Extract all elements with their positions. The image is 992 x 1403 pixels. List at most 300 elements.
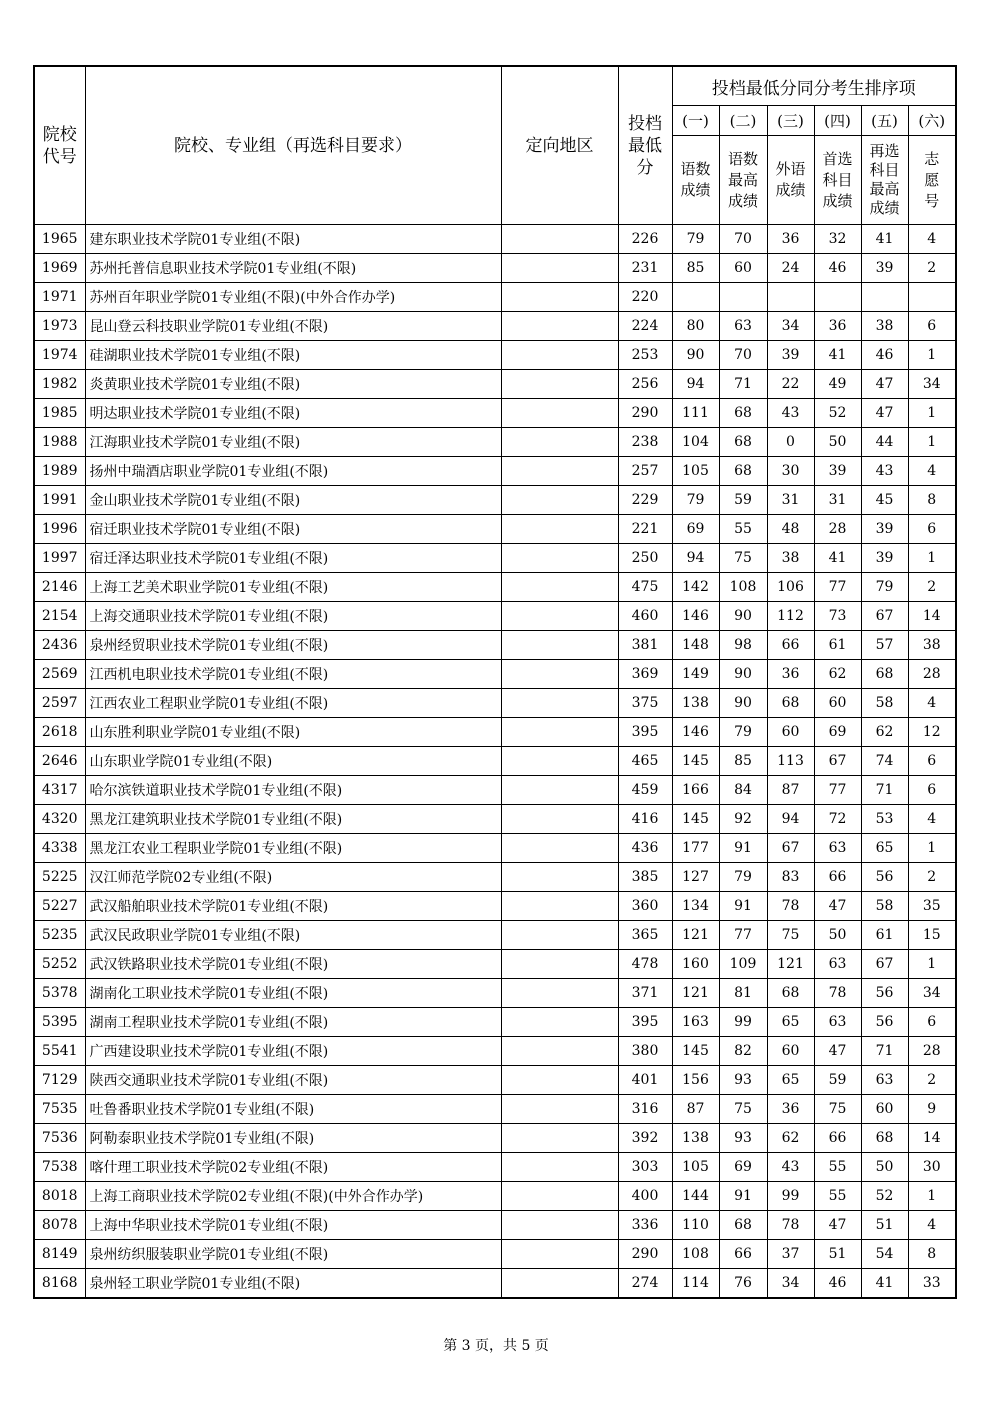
foreign-lang-cell: 30 [767, 457, 814, 486]
first-subject-cell: 28 [814, 515, 861, 544]
table-row [34, 747, 956, 776]
table-row [34, 486, 956, 515]
first-subject-cell: 50 [814, 428, 861, 457]
chinese-math-max-cell: 84 [719, 776, 767, 805]
first-subject-cell [814, 283, 861, 312]
school-group-name-cell: 江海职业技术学院01专业组(不限) [85, 428, 501, 457]
choice-number-cell: 8 [908, 486, 956, 515]
table-row [34, 1095, 956, 1124]
first-subject-cell: 63 [814, 1008, 861, 1037]
school-group-name-cell: 山东职业学院01专业组(不限) [85, 747, 501, 776]
foreign-lang-cell: 121 [767, 950, 814, 979]
sort-num: (四) [814, 106, 861, 136]
min-score-cell: 395 [618, 1008, 672, 1037]
first-subject-cell: 59 [814, 1066, 861, 1095]
region-cell [501, 805, 618, 834]
foreign-lang-cell: 22 [767, 370, 814, 399]
region-cell [501, 283, 618, 312]
min-score-cell: 336 [618, 1211, 672, 1240]
chinese-math-cell: 148 [672, 631, 719, 660]
chinese-math-max-cell: 98 [719, 631, 767, 660]
school-code-cell: 1971 [34, 283, 85, 312]
school-code-cell: 4338 [34, 834, 85, 863]
school-group-name-cell: 黑龙江农业工程职业学院01专业组(不限) [85, 834, 501, 863]
chinese-math-cell: 69 [672, 515, 719, 544]
foreign-lang-cell: 43 [767, 399, 814, 428]
min-score-cell: 375 [618, 689, 672, 718]
foreign-lang-cell: 36 [767, 660, 814, 689]
region-cell [501, 457, 618, 486]
first-subject-cell: 67 [814, 747, 861, 776]
school-code-cell: 7129 [34, 1066, 85, 1095]
chinese-math-max-cell: 91 [719, 1182, 767, 1211]
school-code-cell: 8168 [34, 1269, 85, 1299]
min-score-cell: 221 [618, 515, 672, 544]
table-row [34, 573, 956, 602]
chinese-math-max-cell: 75 [719, 1095, 767, 1124]
region-cell [501, 428, 618, 457]
chinese-math-cell: 90 [672, 341, 719, 370]
first-subject-cell: 39 [814, 457, 861, 486]
first-subject-cell: 41 [814, 341, 861, 370]
min-score-cell: 381 [618, 631, 672, 660]
table-row [34, 921, 956, 950]
region-cell [501, 718, 618, 747]
min-score-cell: 290 [618, 399, 672, 428]
first-subject-cell: 55 [814, 1153, 861, 1182]
sort-label: 志 愿 号 [908, 136, 956, 225]
region-cell [501, 689, 618, 718]
foreign-lang-cell: 48 [767, 515, 814, 544]
chinese-math-max-cell: 55 [719, 515, 767, 544]
first-subject-cell: 77 [814, 573, 861, 602]
sort-num: (五) [861, 106, 908, 136]
region-cell [501, 950, 618, 979]
first-subject-cell: 78 [814, 979, 861, 1008]
chinese-math-cell: 94 [672, 370, 719, 399]
chinese-math-max-cell: 68 [719, 399, 767, 428]
region-cell [501, 1008, 618, 1037]
min-score-cell: 224 [618, 312, 672, 341]
school-code-cell: 7536 [34, 1124, 85, 1153]
choice-number-cell: 28 [908, 1037, 956, 1066]
school-group-name-cell: 吐鲁番职业技术学院01专业组(不限) [85, 1095, 501, 1124]
school-code-cell: 2618 [34, 718, 85, 747]
table-row [34, 805, 956, 834]
school-group-name-cell: 苏州百年职业学院01专业组(不限)(中外合作办学) [85, 283, 501, 312]
second-subject-max-cell: 71 [861, 1037, 908, 1066]
first-subject-cell: 52 [814, 399, 861, 428]
table-row [34, 312, 956, 341]
table-row [34, 544, 956, 573]
min-score-cell: 459 [618, 776, 672, 805]
table-row [34, 834, 956, 863]
school-group-name-cell: 苏州托普信息职业技术学院01专业组(不限) [85, 254, 501, 283]
chinese-math-cell: 146 [672, 718, 719, 747]
second-subject-max-cell: 71 [861, 776, 908, 805]
school-group-name-cell: 武汉船舶职业技术学院01专业组(不限) [85, 892, 501, 921]
second-subject-max-cell: 41 [861, 1269, 908, 1299]
chinese-math-max-cell: 90 [719, 660, 767, 689]
school-code-cell: 1989 [34, 457, 85, 486]
second-subject-max-cell: 38 [861, 312, 908, 341]
second-subject-max-cell: 74 [861, 747, 908, 776]
school-code-cell: 1988 [34, 428, 85, 457]
first-subject-cell: 63 [814, 834, 861, 863]
choice-number-cell: 1 [908, 341, 956, 370]
choice-number-cell: 28 [908, 660, 956, 689]
sort-label: 首选 科目 成绩 [814, 136, 861, 225]
header-region: 定向地区 [501, 66, 618, 225]
second-subject-max-cell [861, 283, 908, 312]
chinese-math-cell: 142 [672, 573, 719, 602]
min-score-cell: 371 [618, 979, 672, 1008]
foreign-lang-cell: 34 [767, 312, 814, 341]
chinese-math-cell: 177 [672, 834, 719, 863]
first-subject-cell: 46 [814, 1269, 861, 1299]
school-code-cell: 5225 [34, 863, 85, 892]
foreign-lang-cell: 106 [767, 573, 814, 602]
first-subject-cell: 61 [814, 631, 861, 660]
chinese-math-cell: 79 [672, 225, 719, 254]
region-cell [501, 1240, 618, 1269]
school-group-name-cell: 炎黄职业技术学院01专业组(不限) [85, 370, 501, 399]
foreign-lang-cell [767, 283, 814, 312]
choice-number-cell: 14 [908, 602, 956, 631]
chinese-math-max-cell: 70 [719, 341, 767, 370]
chinese-math-cell: 121 [672, 979, 719, 1008]
table-row [34, 1037, 956, 1066]
min-score-cell: 385 [618, 863, 672, 892]
chinese-math-cell: 163 [672, 1008, 719, 1037]
first-subject-cell: 63 [814, 950, 861, 979]
region-cell [501, 1211, 618, 1240]
school-group-name-cell: 明达职业技术学院01专业组(不限) [85, 399, 501, 428]
choice-number-cell: 4 [908, 689, 956, 718]
header-code: 院校 代号 [34, 66, 85, 225]
choice-number-cell: 1 [908, 428, 956, 457]
school-group-name-cell: 上海工商职业技术学院02专业组(不限)(中外合作办学) [85, 1182, 501, 1211]
school-code-cell: 1965 [34, 225, 85, 254]
second-subject-max-cell: 68 [861, 1124, 908, 1153]
school-code-cell: 5235 [34, 921, 85, 950]
min-score-cell: 392 [618, 1124, 672, 1153]
school-group-name-cell: 黑龙江建筑职业技术学院01专业组(不限) [85, 805, 501, 834]
min-score-cell: 380 [618, 1037, 672, 1066]
region-cell [501, 921, 618, 950]
chinese-math-max-cell: 108 [719, 573, 767, 602]
chinese-math-cell: 149 [672, 660, 719, 689]
foreign-lang-cell: 43 [767, 1153, 814, 1182]
school-code-cell: 1969 [34, 254, 85, 283]
school-group-name-cell: 泉州纺织服装职业学院01专业组(不限) [85, 1240, 501, 1269]
school-code-cell: 5378 [34, 979, 85, 1008]
chinese-math-max-cell: 90 [719, 689, 767, 718]
school-code-cell: 8078 [34, 1211, 85, 1240]
chinese-math-cell: 138 [672, 1124, 719, 1153]
foreign-lang-cell: 87 [767, 776, 814, 805]
school-code-cell: 4320 [34, 805, 85, 834]
school-code-cell: 2154 [34, 602, 85, 631]
first-subject-cell: 60 [814, 689, 861, 718]
min-score-cell: 401 [618, 1066, 672, 1095]
chinese-math-cell: 145 [672, 1037, 719, 1066]
first-subject-cell: 46 [814, 254, 861, 283]
school-code-cell: 2146 [34, 573, 85, 602]
table-row [34, 370, 956, 399]
foreign-lang-cell: 0 [767, 428, 814, 457]
chinese-math-max-cell: 68 [719, 457, 767, 486]
second-subject-max-cell: 50 [861, 1153, 908, 1182]
region-cell [501, 892, 618, 921]
first-subject-cell: 75 [814, 1095, 861, 1124]
second-subject-max-cell: 39 [861, 254, 908, 283]
chinese-math-max-cell: 81 [719, 979, 767, 1008]
chinese-math-cell [672, 283, 719, 312]
school-code-cell: 1973 [34, 312, 85, 341]
second-subject-max-cell: 51 [861, 1211, 908, 1240]
chinese-math-cell: 114 [672, 1269, 719, 1299]
first-subject-cell: 47 [814, 892, 861, 921]
foreign-lang-cell: 34 [767, 1269, 814, 1299]
table-row [34, 1211, 956, 1240]
choice-number-cell: 15 [908, 921, 956, 950]
first-subject-cell: 47 [814, 1037, 861, 1066]
choice-number-cell: 4 [908, 457, 956, 486]
second-subject-max-cell: 56 [861, 979, 908, 1008]
school-group-name-cell: 江西农业工程职业学院01专业组(不限) [85, 689, 501, 718]
chinese-math-max-cell: 60 [719, 254, 767, 283]
region-cell [501, 544, 618, 573]
school-code-cell: 5541 [34, 1037, 85, 1066]
choice-number-cell: 6 [908, 515, 956, 544]
first-subject-cell: 47 [814, 1211, 861, 1240]
second-subject-max-cell: 39 [861, 544, 908, 573]
choice-number-cell: 9 [908, 1095, 956, 1124]
table-row [34, 1269, 956, 1299]
second-subject-max-cell: 61 [861, 921, 908, 950]
foreign-lang-cell: 66 [767, 631, 814, 660]
sort-label: 外语 成绩 [767, 136, 814, 225]
school-code-cell: 7538 [34, 1153, 85, 1182]
chinese-math-cell: 94 [672, 544, 719, 573]
first-subject-cell: 77 [814, 776, 861, 805]
min-score-cell: 220 [618, 283, 672, 312]
chinese-math-cell: 104 [672, 428, 719, 457]
foreign-lang-cell: 78 [767, 1211, 814, 1240]
table-row [34, 515, 956, 544]
school-group-name-cell: 湖南化工职业技术学院01专业组(不限) [85, 979, 501, 1008]
school-group-name-cell: 山东胜利职业学院01专业组(不限) [85, 718, 501, 747]
second-subject-max-cell: 65 [861, 834, 908, 863]
table-row [34, 689, 956, 718]
school-code-cell: 4317 [34, 776, 85, 805]
chinese-math-cell: 138 [672, 689, 719, 718]
second-subject-max-cell: 58 [861, 892, 908, 921]
second-subject-max-cell: 46 [861, 341, 908, 370]
second-subject-max-cell: 53 [861, 805, 908, 834]
school-code-cell: 1991 [34, 486, 85, 515]
region-cell [501, 602, 618, 631]
second-subject-max-cell: 41 [861, 225, 908, 254]
school-group-name-cell: 上海工艺美术职业学院01专业组(不限) [85, 573, 501, 602]
school-code-cell: 7535 [34, 1095, 85, 1124]
second-subject-max-cell: 67 [861, 950, 908, 979]
school-group-name-cell: 哈尔滨铁道职业技术学院01专业组(不限) [85, 776, 501, 805]
region-cell [501, 573, 618, 602]
foreign-lang-cell: 65 [767, 1008, 814, 1037]
chinese-math-cell: 79 [672, 486, 719, 515]
region-cell [501, 1153, 618, 1182]
first-subject-cell: 69 [814, 718, 861, 747]
table-row [34, 225, 956, 254]
min-score-cell: 365 [618, 921, 672, 950]
chinese-math-cell: 110 [672, 1211, 719, 1240]
choice-number-cell: 2 [908, 573, 956, 602]
header-min-score: 投档 最低 分 [618, 66, 672, 225]
choice-number-cell [908, 283, 956, 312]
table-row [34, 1008, 956, 1037]
school-code-cell: 1974 [34, 341, 85, 370]
chinese-math-max-cell: 63 [719, 312, 767, 341]
region-cell [501, 631, 618, 660]
region-cell [501, 1066, 618, 1095]
foreign-lang-cell: 94 [767, 805, 814, 834]
sort-num: (三) [767, 106, 814, 136]
chinese-math-cell: 108 [672, 1240, 719, 1269]
table-row [34, 341, 956, 370]
school-code-cell: 2597 [34, 689, 85, 718]
foreign-lang-cell: 39 [767, 341, 814, 370]
choice-number-cell: 2 [908, 1066, 956, 1095]
school-group-name-cell: 宿迁职业技术学院01专业组(不限) [85, 515, 501, 544]
foreign-lang-cell: 36 [767, 1095, 814, 1124]
sort-num: (二) [719, 106, 767, 136]
min-score-cell: 475 [618, 573, 672, 602]
school-code-cell: 5395 [34, 1008, 85, 1037]
school-group-name-cell: 武汉铁路职业技术学院01专业组(不限) [85, 950, 501, 979]
school-code-cell: 1997 [34, 544, 85, 573]
region-cell [501, 747, 618, 776]
region-cell [501, 834, 618, 863]
region-cell [501, 341, 618, 370]
choice-number-cell: 1 [908, 544, 956, 573]
choice-number-cell: 6 [908, 312, 956, 341]
school-group-name-cell: 宿迁泽达职业技术学院01专业组(不限) [85, 544, 501, 573]
choice-number-cell: 1 [908, 950, 956, 979]
second-subject-max-cell: 79 [861, 573, 908, 602]
second-subject-max-cell: 47 [861, 370, 908, 399]
region-cell [501, 979, 618, 1008]
choice-number-cell: 2 [908, 863, 956, 892]
choice-number-cell: 6 [908, 776, 956, 805]
choice-number-cell: 34 [908, 979, 956, 1008]
school-code-cell: 1996 [34, 515, 85, 544]
table-body [34, 225, 956, 1299]
choice-number-cell: 1 [908, 1182, 956, 1211]
choice-number-cell: 8 [908, 1240, 956, 1269]
choice-number-cell: 6 [908, 747, 956, 776]
region-cell [501, 1095, 618, 1124]
first-subject-cell: 36 [814, 312, 861, 341]
chinese-math-cell: 85 [672, 254, 719, 283]
sort-label: 语数 最高 成绩 [719, 136, 767, 225]
chinese-math-cell: 145 [672, 747, 719, 776]
chinese-math-max-cell: 76 [719, 1269, 767, 1299]
table-row [34, 602, 956, 631]
chinese-math-cell: 80 [672, 312, 719, 341]
chinese-math-max-cell: 68 [719, 428, 767, 457]
choice-number-cell: 1 [908, 834, 956, 863]
school-group-name-cell: 广西建设职业技术学院01专业组(不限) [85, 1037, 501, 1066]
sort-num: (六) [908, 106, 956, 136]
region-cell [501, 370, 618, 399]
table-row [34, 1182, 956, 1211]
chinese-math-cell: 134 [672, 892, 719, 921]
choice-number-cell: 6 [908, 1008, 956, 1037]
min-score-cell: 238 [618, 428, 672, 457]
foreign-lang-cell: 78 [767, 892, 814, 921]
min-score-cell: 256 [618, 370, 672, 399]
foreign-lang-cell: 68 [767, 979, 814, 1008]
second-subject-max-cell: 68 [861, 660, 908, 689]
sort-num: (一) [672, 106, 719, 136]
first-subject-cell: 66 [814, 1124, 861, 1153]
min-score-cell: 226 [618, 225, 672, 254]
chinese-math-max-cell: 79 [719, 718, 767, 747]
table-row [34, 254, 956, 283]
chinese-math-max-cell: 79 [719, 863, 767, 892]
choice-number-cell: 4 [908, 225, 956, 254]
school-group-name-cell: 泉州经贸职业技术学院01专业组(不限) [85, 631, 501, 660]
chinese-math-max-cell: 91 [719, 892, 767, 921]
min-score-cell: 316 [618, 1095, 672, 1124]
min-score-cell: 416 [618, 805, 672, 834]
chinese-math-max-cell: 75 [719, 544, 767, 573]
school-group-name-cell: 金山职业技术学院01专业组(不限) [85, 486, 501, 515]
table-row [34, 950, 956, 979]
foreign-lang-cell: 24 [767, 254, 814, 283]
choice-number-cell: 12 [908, 718, 956, 747]
region-cell [501, 1269, 618, 1299]
region-cell [501, 1182, 618, 1211]
min-score-cell: 250 [618, 544, 672, 573]
chinese-math-cell: 121 [672, 921, 719, 950]
school-group-name-cell: 汉江师范学院02专业组(不限) [85, 863, 501, 892]
school-group-name-cell: 硅湖职业技术学院01专业组(不限) [85, 341, 501, 370]
page-footer: 第 3 页，共 5 页 [443, 1338, 549, 1354]
chinese-math-cell: 166 [672, 776, 719, 805]
header-sort-title: 投档最低分同分考生排序项 [672, 66, 956, 106]
second-subject-max-cell: 39 [861, 515, 908, 544]
chinese-math-max-cell: 90 [719, 602, 767, 631]
table-row [34, 718, 956, 747]
chinese-math-max-cell: 93 [719, 1066, 767, 1095]
region-cell [501, 863, 618, 892]
school-group-name-cell: 江西机电职业技术学院01专业组(不限) [85, 660, 501, 689]
school-group-name-cell: 上海交通职业技术学院01专业组(不限) [85, 602, 501, 631]
min-score-cell: 478 [618, 950, 672, 979]
region-cell [501, 660, 618, 689]
table-row [34, 863, 956, 892]
choice-number-cell: 1 [908, 399, 956, 428]
region-cell [501, 312, 618, 341]
chinese-math-max-cell: 99 [719, 1008, 767, 1037]
foreign-lang-cell: 112 [767, 602, 814, 631]
school-code-cell: 2646 [34, 747, 85, 776]
min-score-cell: 257 [618, 457, 672, 486]
chinese-math-max-cell: 77 [719, 921, 767, 950]
